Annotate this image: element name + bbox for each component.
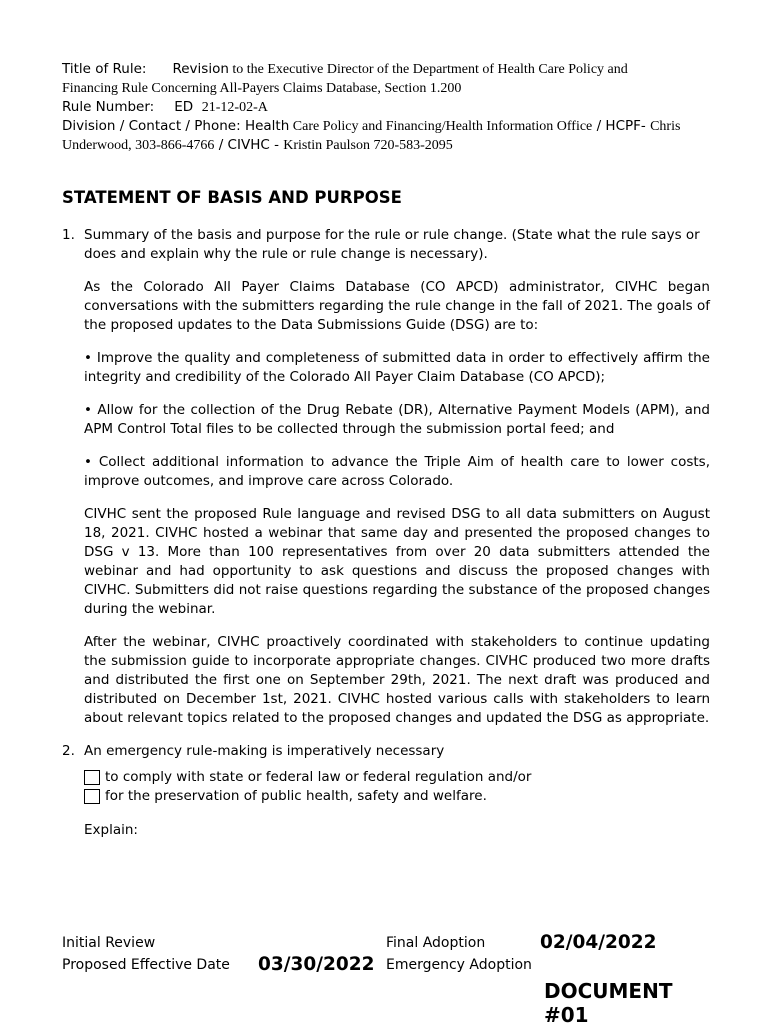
title-of-rule: Title of Rule: Revision to the Executive Director of the Department of Health Care Policy and Financing Rule Concerning All-Payers Claims Database, Section 1.200: [62, 61, 628, 96]
checkbox-row-health: [84, 787, 710, 806]
item-1-text: Summary of the basis and purpose for the rule or rule change. (State what the rule says or does and explain why the rule or rule change is necessary).: [84, 227, 700, 262]
division-contact-phone: Division / Contact / Phone: Health Care Policy and Financing/Health Information Office / HCPF- Chris Underwood, 303-866-4766 / CIVHC - Kristin Paulson 720-583-2095: [62, 118, 681, 153]
bullet-quality: • Improve the quality and completeness of submitted data in order to effectively affirm the integrity and credibility of the Colorado All Payer Claim Database (CO APCD);: [84, 350, 710, 385]
emergency-adoption-label: Emergency Adoption: [386, 957, 532, 973]
paragraph-goals: As the Colorado All Payer Claims Database (CO APCD) administrator, CIVHC began conversations with the submitters regarding the rule change in the fall of 2021. The goals of the proposed updates to the Data Submissions Guide (DSG) are to:: [84, 279, 710, 333]
health-checkbox-label: for the preservation of public health, safety and welfare.: [105, 788, 487, 804]
item-1: 1. Summary of the basis and purpose for the rule or rule change. (State what the rule says or does and explain why the rule or rule change is necessary).: [62, 226, 710, 264]
document-number: DOCUMENT #01: [544, 979, 673, 1027]
law-checkbox-label: to comply with state or federal law or federal regulation and/or: [105, 769, 532, 785]
proposed-effective-value: 03/30/2022: [258, 954, 375, 975]
item-2-text: An emergency rule-making is imperatively necessary: [84, 743, 445, 759]
proposed-effective-label: Proposed Effective Date: [62, 957, 230, 973]
footer: [62, 930, 710, 1027]
initial-review-label: Initial Review: [62, 935, 156, 951]
rule-number: Rule Number: ED 21-12-02-A: [62, 99, 268, 115]
paragraph-webinar: CIVHC sent the proposed Rule language and revised DSG to all data submitters on August 18, 2021. CIVHC hosted a webinar that same day and presented the proposed changes to DSG v 13. More than 100 representatives from over 20 data submitters attended the webinar and had opportunity to ask questions and discuss the proposed changes with CIVHC. Submitters did not raise questions regarding the substance of the proposed changes during the webinar.: [84, 506, 710, 617]
section-heading: STATEMENT OF BASIS AND PURPOSE: [62, 188, 402, 207]
bullet-triple-aim: • Collect additional information to advance the Triple Aim of health care to lower costs, improve outcomes, and improve care across Colorado.: [84, 454, 710, 489]
item-2: 2. An emergency rule-making is imperatively necessary: [62, 743, 445, 759]
rule-document: [62, 60, 710, 838]
law-checkbox[interactable]: [84, 770, 100, 785]
paragraph-after-webinar: After the webinar, CIVHC proactively coordinated with stakeholders to continue updating the submission guide to incorporate appropriate changes. CIVHC produced two more drafts and distributed the first one on September 29th, 2021. The next draft was produced and distributed on December 1st, 2021. CIVHC hosted various calls with stakeholders to learn about relevant topics related to the proposed changes and updated the DSG as appropriate.: [84, 634, 710, 726]
statement-body: [62, 226, 710, 840]
explain-label: Explain:: [84, 822, 138, 838]
checkbox-row-law: [84, 768, 710, 787]
final-adoption-value: 02/04/2022: [540, 932, 657, 953]
health-checkbox[interactable]: [84, 789, 100, 804]
bullet-collection: • Allow for the collection of the Drug Rebate (DR), Alternative Payment Models (APM), and APM Control Total files to be collected through the submission portal feed; and: [84, 402, 710, 437]
final-adoption-label: Final Adoption: [386, 935, 486, 951]
